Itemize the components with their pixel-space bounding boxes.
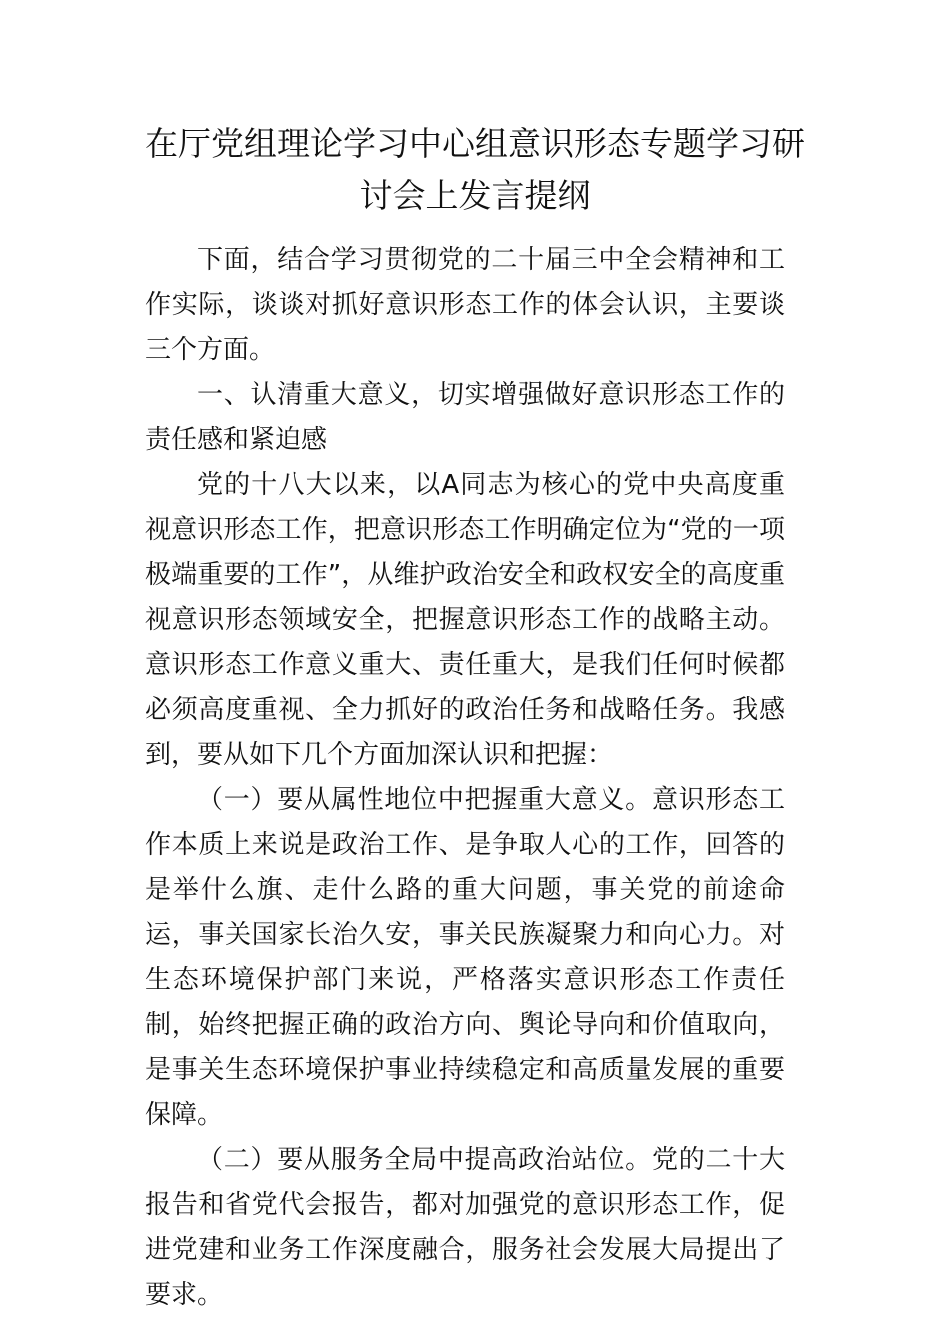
paragraph-section-1: 党的十八大以来，以A同志为核心的党中央高度重视意识形态工作，把意识形态工作明确定位为“党的一项极端重要的工作”，从维护政治安全和政权安全的高度重视意识形态领域安全，把握意识形态工作的战略主动。意识形态工作意义重大、责任重大，是我们任何时候都必须高度重视、全力抓好的政治任务和战略任务。我感到，要从如下几个方面加深认识和把握： <box>145 470 785 770</box>
section-heading-1: 一、认清重大意义，切实增强做好意识形态工作的责任感和紧迫感 <box>145 380 785 455</box>
paragraph-subsection-2: （二）要从服务全局中提高政治站位。党的二十大报告和省党代会报告，都对加强党的意识形态工作，促进党建和业务工作深度融合，服务社会发展大局提出了要求。 <box>145 1145 785 1310</box>
document-body <box>145 238 785 1318</box>
paragraph-intro: 下面，结合学习贯彻党的二十届三中全会精神和工作实际，谈谈对抓好意识形态工作的体会认识，主要谈三个方面。 <box>145 245 785 365</box>
document-title: 在厅党组理论学习中心组意识形态专题学习研讨会上发言提纲 <box>145 124 805 215</box>
paragraph-subsection-1: （一）要从属性地位中把握重大意义。意识形态工作本质上来说是政治工作、是争取人心的工作，回答的是举什么旗、走什么路的重大问题，事关党的前途命运，事关国家长治久安，事关民族凝聚力和向心力。对生态环境保护部门来说，严格落实意识形态工作责任制，始终把握正确的政治方向、舆论导向和价值取向，是事关生态环境保护事业持续稳定和高质量发展的重要保障。 <box>145 785 785 1130</box>
